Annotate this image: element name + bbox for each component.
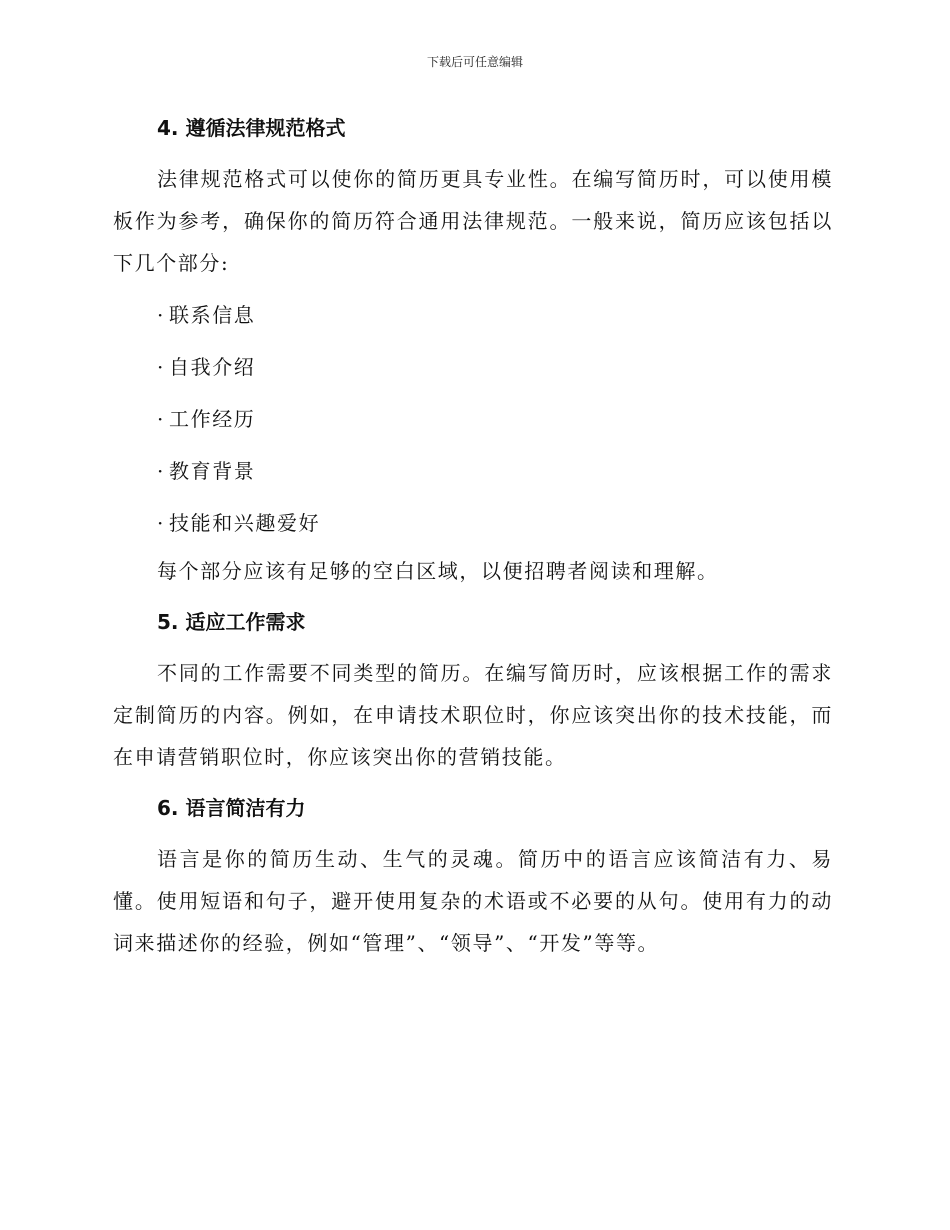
bullet-icon: · (157, 511, 165, 535)
document-body (113, 108, 833, 964)
section-heading-5: 5. 适应工作需求 (157, 610, 306, 634)
section-heading-6: 6. 语言简洁有力 (157, 796, 306, 820)
list-item: · 技能和兴趣爱好 (113, 502, 833, 544)
bullet-icon: · (157, 407, 165, 431)
header-note: 下载后可任意编辑 (426, 55, 523, 69)
section-6-body: 语言是你的简历生动、生气的灵魂。简历中的语言应该简洁有力、易懂。使用短语和句子，避开使用复杂的术语或不必要的从句。使用有力的动词来描述你的经验，例如“管理”、“领导”、“开发”等等。 (113, 847, 833, 955)
section-heading-4: 4. 遵循法律规范格式 (157, 116, 346, 140)
bullet-icon: · (157, 459, 165, 483)
section-5-body: 不同的工作需要不同类型的简历。在编写简历时，应该根据工作的需求定制简历的内容。例如，在申请技术职位时，你应该突出你的技术技能，而在申请营销职位时，你应该突出你的营销技能。 (113, 661, 833, 769)
list-item: · 联系信息 (113, 294, 833, 336)
resume-parts-list (113, 294, 833, 544)
bullet-icon: · (157, 355, 165, 379)
list-item: · 教育背景 (113, 450, 833, 492)
list-item: · 自我介绍 (113, 346, 833, 388)
section-4-intro: 法律规范格式可以使你的简历更具专业性。在编写简历时，可以使用模板作为参考，确保你的简历符合通用法律规范。一般来说，简历应该包括以下几个部分: (113, 167, 833, 275)
bullet-icon: · (157, 303, 165, 327)
list-item: · 工作经历 (113, 398, 833, 440)
section-4-outro: 每个部分应该有足够的空白区域，以便招聘者阅读和理解。 (157, 559, 719, 583)
